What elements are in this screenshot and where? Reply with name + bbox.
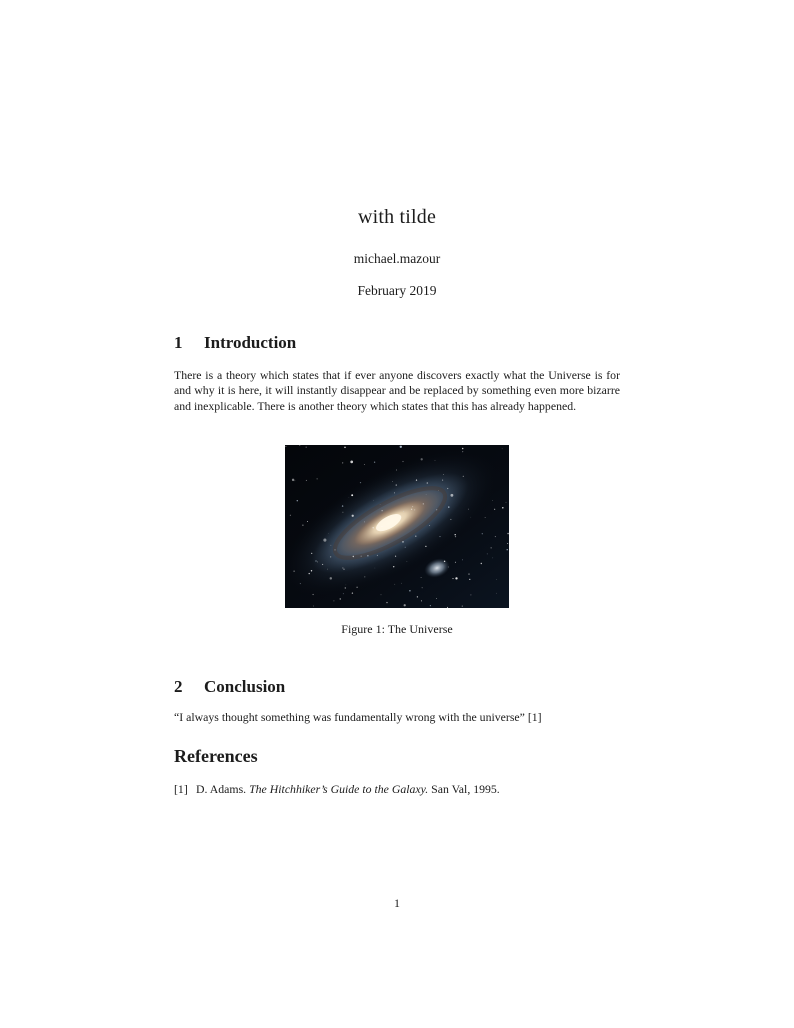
universe-galaxy-image (285, 445, 509, 608)
introduction-paragraph: There is a theory which states that if ever anyone discovers exactly what the Universe is for and why it is here, it will instantly disappear and be replaced by something even more bizarre and inexplicable. There is another theory which states that this has already happened. (174, 368, 620, 413)
references-heading: References (174, 746, 258, 766)
section-title: Conclusion (204, 677, 286, 696)
section-number: 1 (174, 333, 183, 352)
galaxy-illustration (285, 445, 509, 608)
reference-text (196, 782, 620, 797)
reference-marker: [1] (174, 782, 188, 796)
section-heading-introduction (174, 333, 620, 353)
section-title: Introduction (204, 333, 297, 352)
reference-entry (174, 782, 620, 797)
figure-caption: Figure 1: The Universe (341, 622, 453, 636)
reference-authors: D. Adams. (196, 782, 247, 796)
author: michael.mazour (353, 251, 441, 266)
section-heading-conclusion (174, 677, 620, 697)
date: February 2019 (357, 283, 437, 298)
conclusion-paragraph: “I always thought something was fundamentally wrong with the universe” [1] (174, 710, 542, 724)
section-number: 2 (174, 677, 183, 696)
page-number: 1 (394, 896, 400, 910)
page-title: with tilde (357, 206, 437, 228)
reference-publisher: San Val, 1995. (431, 782, 500, 796)
reference-title: The Hitchhiker’s Guide to the Galaxy. (249, 782, 429, 796)
